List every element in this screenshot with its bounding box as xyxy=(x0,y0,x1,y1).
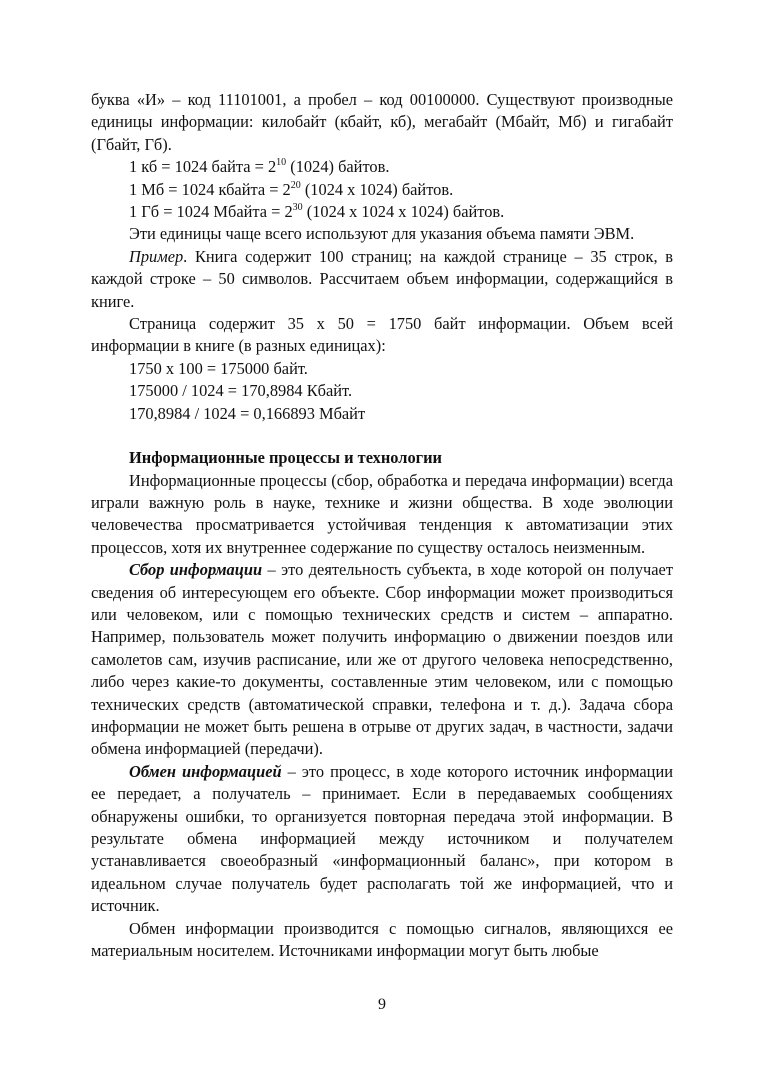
calc-megabytes: 170,8984 / 1024 = 0,166893 Мбайт xyxy=(129,403,366,423)
page-number: 9 xyxy=(378,996,386,1013)
section-heading: Информационные процессы и технологии xyxy=(129,448,442,468)
collect-paragraph: Сбор информации – это деятельность субъекта, в ходе которой он получает сведения об интересующем его объекте. Сбор информации может производиться или человеком, или с помощью технических средств и систем – аппаратно. Например, пользователь может получить информацию о движении поездов или самолетов сам, изучив расписание, или же от другого человека непосредственно, либо через какие-то документы, составленные этим человеком, или с помощью технических средств (автоматической справки, телефона и т. д.). Задача сбора информации не может быть решена в отрыве от других задач, в частности, задачи обмена информацией (передачи). xyxy=(91,560,673,759)
formula-kilobyte: 1 кб = 1024 байта = $2^{10}$ (1024) байтов. xyxy=(129,157,390,177)
units-usage-paragraph: Эти единицы чаще всего используют для указания объема памяти ЭВМ. xyxy=(129,224,635,244)
exchange-paragraph: Обмен информацией – это процесс, в ходе которого источник информации ее передает, а получатель – принимает. Если в передаваемых сообщениях обнаружены ошибки, то организуется повторная передача этой информации. В результате обмена информацией между источником и получателем устанавливается своеобразный «информационный баланс», при котором в идеальном случае получатель будет располагать той же информацией, что и источник. xyxy=(91,761,673,916)
example-paragraph: Пример. Книга содержит 100 страниц; на каждой странице – 35 строк, в каждой строке – 50 символов. Рассчитаем объем информации, содержащийся в книге. xyxy=(91,246,673,311)
page-info-paragraph: Страница содержит 35 х 50 = 1750 байт информации. Объем всей информации в книге (в разных единицах): xyxy=(91,314,673,356)
collect-term: Сбор информации xyxy=(129,560,263,580)
formula-megabyte: 1 Мб = 1024 кбайта = $2^{20}$ (1024 х 1024) байтов. xyxy=(129,179,454,199)
calc-bytes: 1750 х 100 = 175000 байт. xyxy=(129,358,308,378)
intro-paragraph: буква «И» – код 11101001, а пробел – код 00100000. Существуют производные единицы информации: килобайт (кбайт, кб), мегабайт (Мбайт, Мб) и гигабайт (Гбайт, Гб). xyxy=(91,90,673,154)
section-intro-paragraph: Информационные процессы (сбор, обработка и передача информации) всегда играли важную роль в науке, технике и жизни общества. В ходе эволюции человечества просматривается устойчивая тенденция к автоматизации этих процессов, хотя их внутреннее содержание по существу осталось неизменным. xyxy=(91,470,673,557)
example-label: Пример xyxy=(129,246,184,266)
signals-paragraph: Обмен информации производится с помощью сигналов, являющихся ее материальным носителем. Источниками информации могут быть любые xyxy=(91,918,673,961)
calc-kilobytes: 175000 / 1024 = 170,8984 Кбайт. xyxy=(129,381,353,401)
formula-gigabyte: 1 Гб = 1024 Мбайта = $2^{30}$ (1024 х 1024 х 1024) байтов. xyxy=(129,202,505,222)
section-spacer xyxy=(91,425,673,447)
exchange-term: Обмен информацией xyxy=(129,761,282,781)
